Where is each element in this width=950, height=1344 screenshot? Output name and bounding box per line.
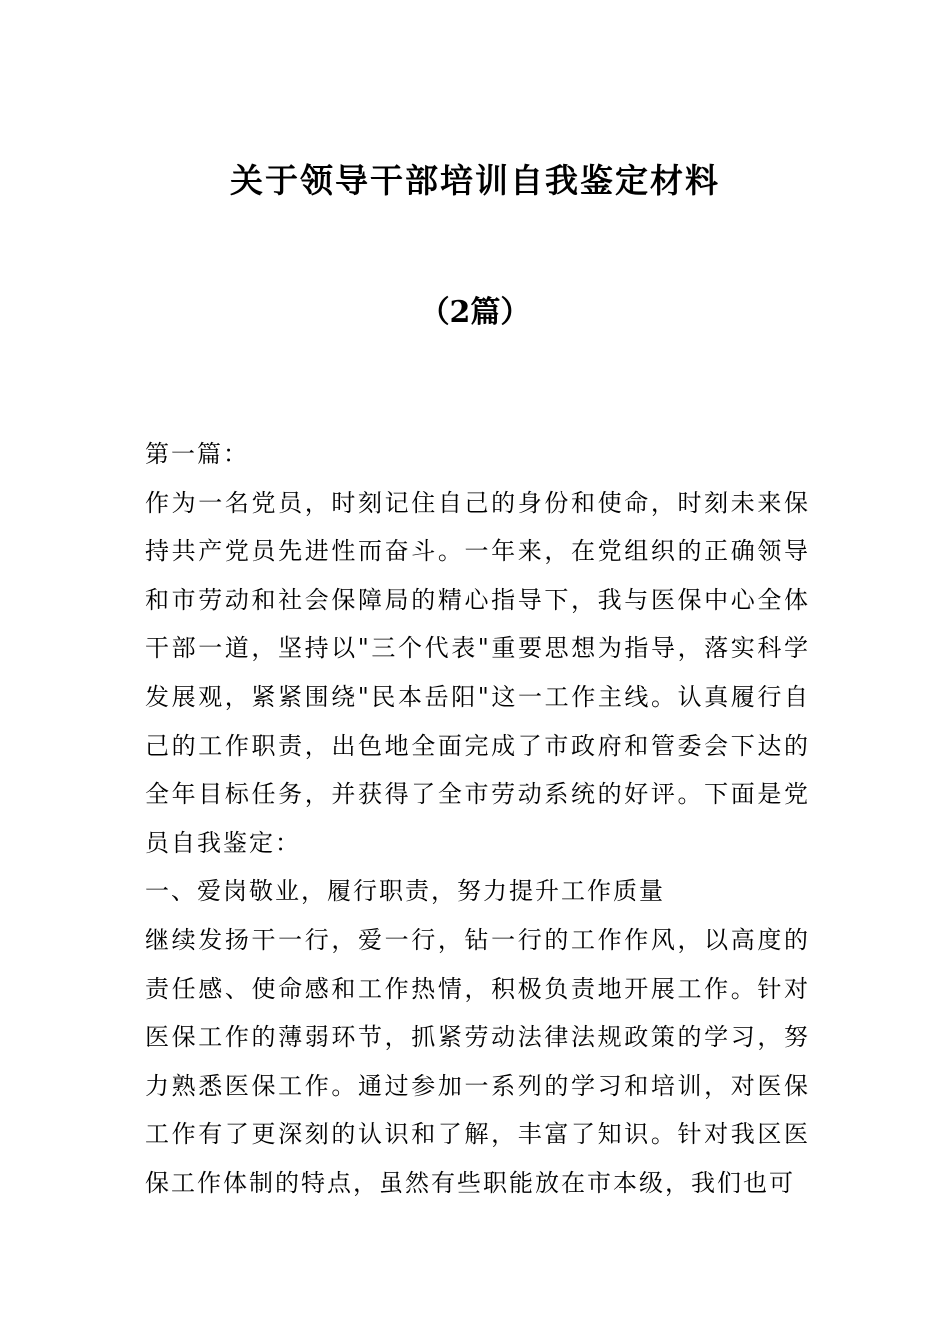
document-body	[145, 430, 810, 1208]
paragraph-intro: 作为一名党员，时刻记住自己的身份和使命，时刻未来保持共产党员先进性而奋斗。一年来，在党组织的正确领导和市劳动和社会保障局的精心指导下，我与医保中心全体干部一道，坚持以"三个代表"重要思想为指导，落实科学发展观，紧紧围绕"民本岳阳"这一工作主线。认真履行自己的工作职责，出色地全面完成了市政府和管委会下达的全年目标任务，并获得了全市劳动系统的好评。下面是党员自我鉴定：	[145, 488, 810, 857]
section-label: 第一篇：	[145, 440, 249, 468]
paragraph-section-1: 继续发扬干一行，爱一行，钻一行的工作作风，以高度的责任感、使命感和工作热情，积极负责地开展工作。针对医保工作的薄弱环节，抓紧劳动法律法规政策的学习，努力熟悉医保工作。通过参加一系列的学习和培训，对医保工作有了更深刻的认识和了解，丰富了知识。针对我区医保工作体制的特点，虽然有些职能放在市本级，我们也可	[145, 925, 810, 1197]
document-subtitle: （2篇）	[419, 295, 531, 330]
section-heading-1: 一、爱岗敬业，履行职责，努力提升工作质量	[145, 877, 665, 906]
document-title: 关于领导干部培训自我鉴定材料	[230, 161, 720, 200]
